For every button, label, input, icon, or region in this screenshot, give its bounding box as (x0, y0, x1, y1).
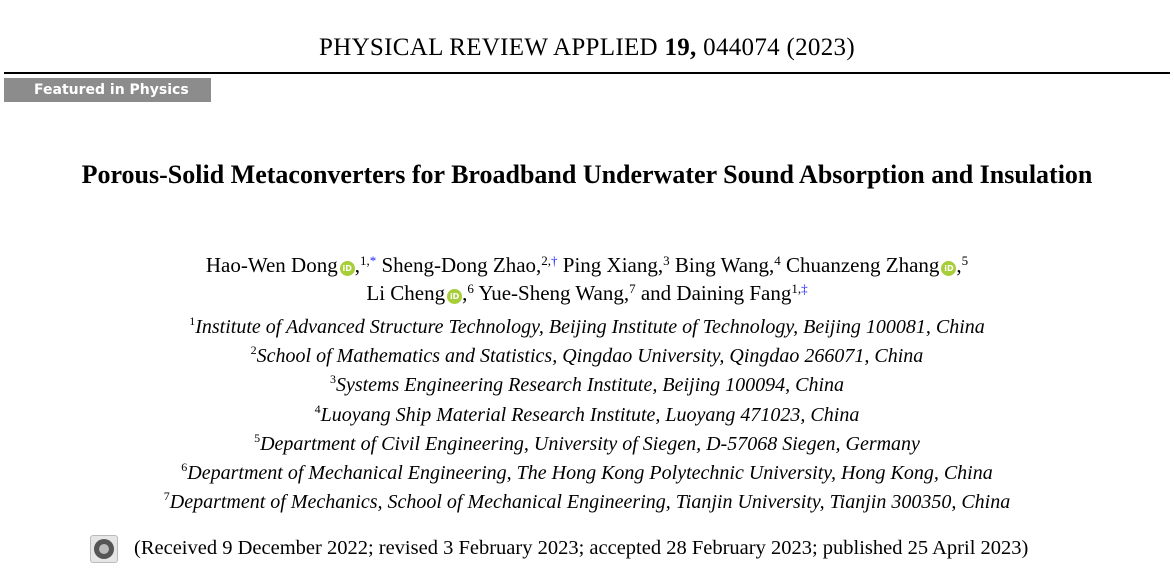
affiliation-item (40, 430, 1134, 459)
author-list (40, 251, 1134, 307)
author-name[interactable]: Bing Wang, (674, 253, 775, 277)
affiliation-text: Department of Civil Engineering, University of Siegen, D-57068 Siegen, Germany (260, 432, 920, 455)
affiliation-number: 2 (250, 343, 257, 358)
author-affil-ref: 5 (961, 253, 969, 268)
author-affil-ref: 2, (541, 253, 552, 268)
affiliation-number: 3 (329, 372, 336, 387)
affiliation-text: Systems Engineering Research Institute, Beijing 100094, China (335, 374, 845, 397)
orcid-icon[interactable]: iD (340, 261, 355, 276)
author-affil-ref: 1, (791, 281, 802, 296)
author-entry: Hao-Wen Dong iD ,$^{1,*}$ (205, 253, 377, 277)
author-entry: Chuanzeng Zhang iD ,$^5$ (786, 253, 969, 277)
affiliation-list (40, 313, 1134, 517)
author-name[interactable]: Chuanzeng Zhang (786, 253, 940, 277)
publication-dates (90, 535, 1154, 565)
affiliation-number: 7 (163, 489, 170, 504)
affiliation-number: 5 (254, 430, 261, 445)
author-name[interactable]: and Daining Fang (640, 281, 792, 305)
featured-badge[interactable]: Featured in Physics (4, 78, 211, 102)
affiliation-text: School of Mathematics and Statistics, Qingdao University, Qingdao 266071, China (256, 345, 924, 368)
author-name[interactable]: Ping Xiang, (562, 253, 664, 277)
author-name[interactable]: Yue-Sheng Wang, (478, 281, 630, 305)
author-name[interactable]: Li Cheng (366, 281, 446, 305)
author-entry (641, 281, 808, 305)
article-number: 044074 (2023) (703, 34, 855, 61)
affiliation-number: 4 (314, 401, 321, 416)
journal-header (0, 34, 1174, 62)
journal-name: PHYSICAL REVIEW APPLIED (319, 34, 658, 61)
author-entry (381, 253, 557, 277)
affiliation-number: 6 (181, 460, 188, 475)
footnote-link[interactable]: † (551, 253, 558, 268)
author-affil-ref: 7 (629, 281, 636, 296)
affiliation-text: Institute of Advanced Structure Technology, Beijing Institute of Technology, Beijing 100081, China (195, 316, 985, 338)
affiliation-text: Department of Mechanical Engineering, The Hong Kong Polytechnic University, Hong Kong, China (187, 462, 993, 485)
footnote-link[interactable]: ‡ (801, 281, 808, 296)
paper-title: Porous-Solid Metaconverters for Broadband Underwater Sound Absorption and Insulation (81, 160, 1093, 189)
author-affil-ref: 3 (663, 253, 670, 268)
author-affil-ref: 6 (467, 281, 474, 296)
journal-volume: 19, (664, 34, 697, 61)
author-entry (478, 281, 635, 305)
history-dates: (Received 9 December 2022; revised 3 February 2023; accepted 28 February 2023; published 25 April 2023) (134, 537, 1029, 559)
author-affil-ref: 1, (359, 253, 370, 268)
footnote-link[interactable]: * (369, 253, 377, 268)
affiliation-item (40, 459, 1134, 488)
crossmark-icon[interactable] (90, 535, 118, 563)
orcid-icon[interactable]: iD (941, 261, 956, 276)
affiliation-text: Department of Mechanics, School of Mechanical Engineering, Tianjin University, Tianjin 300350, China (169, 491, 1011, 514)
author-affil-ref: 4 (774, 253, 781, 268)
author-entry: Li Cheng iD ,$^6$ (366, 281, 474, 305)
orcid-icon[interactable]: iD (447, 289, 462, 304)
author-entry (675, 253, 781, 277)
affiliation-item (40, 313, 1134, 342)
author-name[interactable]: Hao-Wen Dong (205, 253, 338, 277)
author-name[interactable]: Sheng-Dong Zhao, (381, 253, 542, 277)
author-entry (563, 253, 670, 277)
affiliation-item (40, 401, 1134, 430)
header-rule (4, 72, 1170, 74)
affiliation-item (40, 342, 1134, 371)
affiliation-number: 1 (189, 314, 196, 328)
affiliation-item (40, 371, 1134, 400)
affiliation-text: Luoyang Ship Material Research Institute, Luoyang 471023, China (320, 403, 860, 426)
affiliation-item (40, 488, 1134, 517)
